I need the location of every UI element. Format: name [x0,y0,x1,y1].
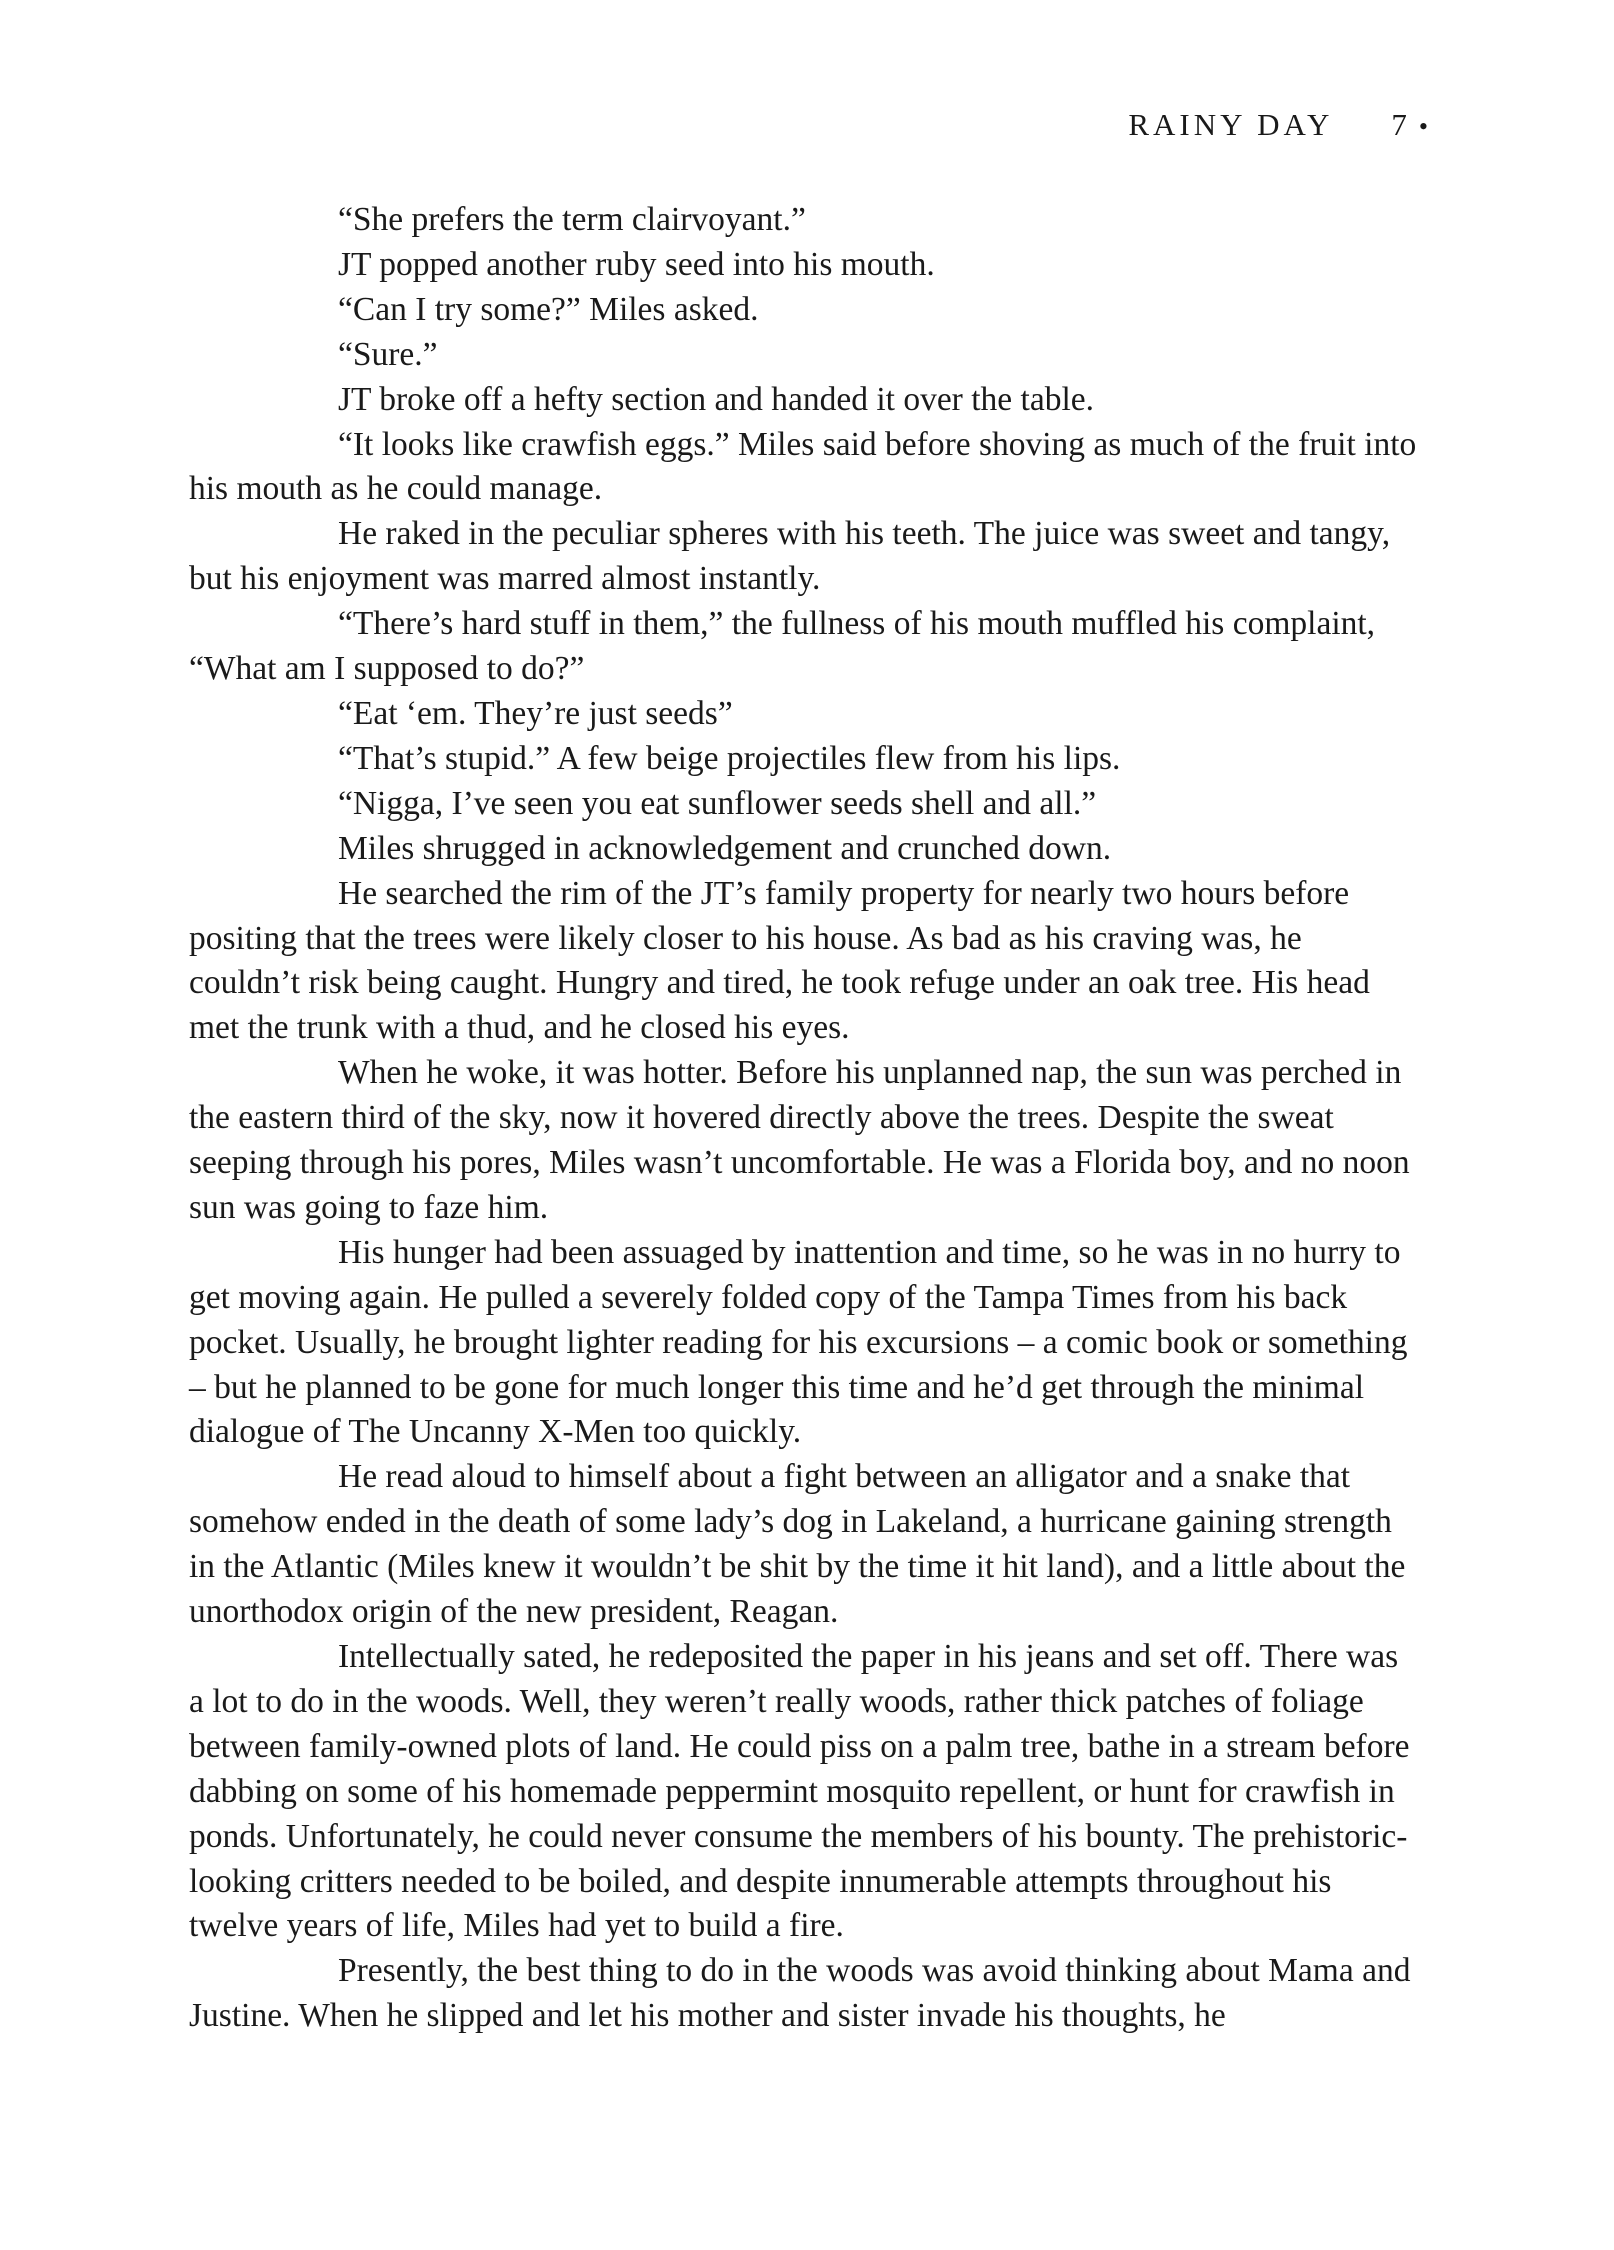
paragraph: Presently, the best thing to do in the woods was avoid thinking about Mama and Justine. When he slipped and let his mother and sister invade his thoughts, he [189,1952,1411,2035]
paragraph: Miles shrugged in acknowledgement and crunched down. [338,829,1112,867]
paragraph: Intellectually sated, he redeposited the paper in his jeans and set off. There was a lot to do in the woods. Well, they weren’t really woods, rather thick patches of foliage between family-owned plots of land. He could piss on a palm tree, bathe in a stream before dabbing on some of his homemade peppermint mosquito repellent, or hunt for crawfish in ponds. Unfortunately, he could never consume the members of his bounty. The prehistoric-looking critters needed to be boiled, and despite innumerable attempts throughout his twelve years of life, Miles had yet to build a fire. [189,1638,1410,1945]
paragraph: “That’s stupid.” A few beige projectiles flew from his lips. [338,739,1121,777]
paragraph: “She prefers the term clairvoyant.” [338,201,806,238]
bullet-icon: • [1418,112,1428,141]
paragraph: “There’s hard stuff in them,” the fullness of his mouth muffled his complaint, “What am I supposed to do?” [189,605,1376,688]
body-text [189,198,1421,2039]
running-head [1128,107,1428,143]
paragraph: JT popped another ruby seed into his mouth. [338,245,935,283]
paragraph: His hunger had been assuaged by inattention and time, so he was in no hurry to get moving again. He pulled a severely folded copy of the Tampa Times from his back pocket. Usually, he brought lighter reading for his excursions – a comic book or something – but he planned to be gone for much longer this time and he’d get through the minimal dialogue of The Uncanny X-Men too quickly. [189,1233,1408,1451]
paragraph: He raked in the peculiar spheres with his teeth. The juice was sweet and tangy, but his enjoyment was marred almost instantly. [189,515,1391,598]
paragraph: JT broke off a hefty section and handed it over the table. [338,380,1094,418]
running-head-title: RAINY DAY [1128,107,1334,142]
page-number: 7 [1391,107,1407,142]
paragraph: When he woke, it was hotter. Before his unplanned nap, the sun was perched in the eastern third of the sky, now it hovered directly above the trees. Despite the sweat seeping through his pores, Miles wasn’t uncomfortable. He was a Florida boy, and no noon sun was going to faze him. [189,1054,1410,1226]
paragraph: “It looks like crawfish eggs.” Miles said before shoving as much of the fruit into his mouth as he could manage. [189,425,1417,508]
paragraph: “Nigga, I’ve seen you eat sunflower seeds shell and all.” [338,784,1097,822]
paragraph: “Sure.” [338,335,438,373]
paragraph: He read aloud to himself about a fight between an alligator and a snake that somehow ended in the death of some lady’s dog in Lakeland, a hurricane gaining strength in the Atlantic (Miles knew it wouldn’t be shit by the time it hit land), and a little about the unorthodox origin of the new president, Reagan. [189,1458,1406,1631]
paragraph: “Eat ‘em. They’re just seeds” [338,694,733,732]
paragraph: “Can I try some?” Miles asked. [338,290,759,328]
paragraph: He searched the rim of the JT’s family property for nearly two hours before positing that the trees were likely closer to his house. As bad as his craving was, he couldn’t risk being caught. Hungry and tired, he took refuge under an oak tree. His head met the trunk with a thud, and he closed his eyes. [189,874,1370,1047]
